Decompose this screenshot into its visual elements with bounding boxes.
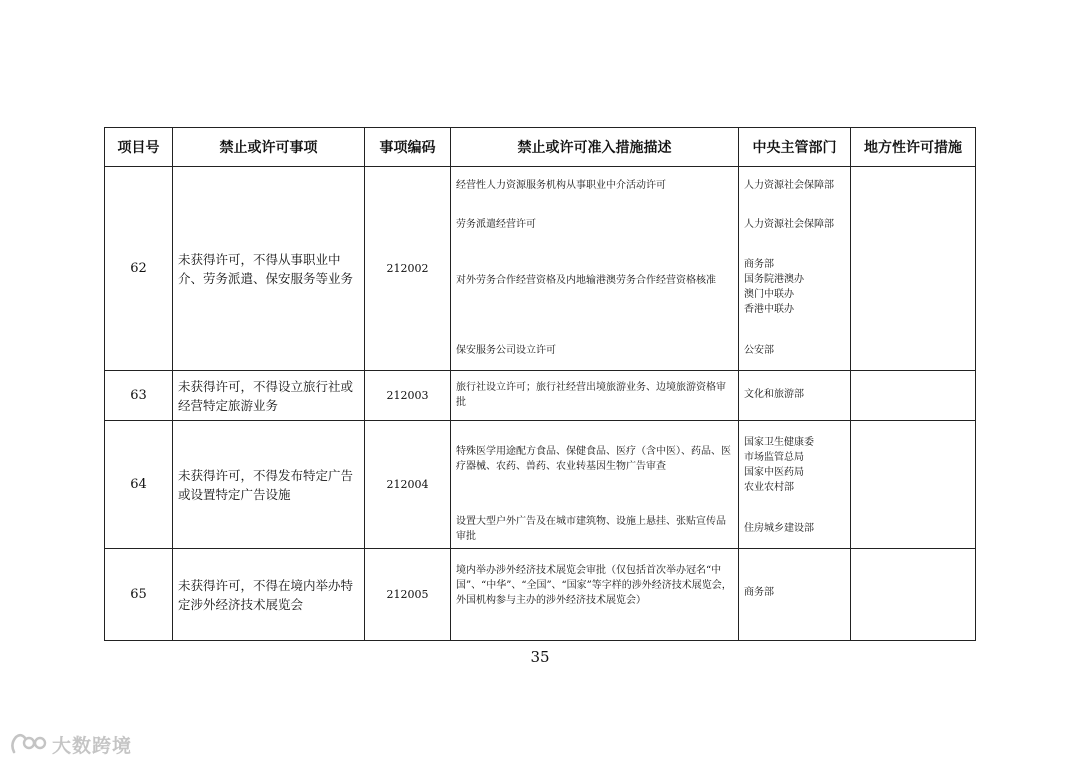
item-text: 未获得许可，不得从事职业中介、劳务派遣、保安服务等业务 — [173, 167, 365, 371]
item-number: 65 — [105, 549, 173, 641]
local-measures-cell — [851, 371, 976, 421]
license-table — [104, 127, 976, 641]
description-text: 对外劳务合作经营资格及内地输港澳劳务合作经营资格核准 — [456, 275, 716, 286]
description-text: 保安服务公司设立许可 — [456, 345, 556, 356]
watermark-text: 大数跨境 — [52, 734, 133, 757]
department-cell — [739, 549, 851, 641]
description-text: 特殊医学用途配方食品、保健食品、医疗（含中医）、药品、医疗器械、农药、兽药、农业转基因生物广告审查 — [456, 446, 731, 472]
page-number: 35 — [530, 648, 550, 666]
item-text: 未获得许可，不得设立旅行社或经营特定旅游业务 — [173, 371, 365, 421]
item-text: 未获得许可，不得在境内举办特定涉外经济技术展览会 — [173, 549, 365, 641]
table-row — [105, 371, 976, 421]
description-cell — [451, 549, 739, 641]
local-measures-cell — [851, 167, 976, 371]
item-number: 63 — [105, 371, 173, 421]
department-cell — [739, 167, 851, 371]
header-item-number: 项目号 — [105, 128, 173, 167]
header-central-dept: 中央主管部门 — [739, 128, 851, 167]
department-text: 住房城乡建设部 — [744, 523, 814, 534]
description-text: 设置大型户外广告及在城市建筑物、设施上悬挂、张贴宣传品审批 — [456, 516, 726, 542]
description-text: 劳务派遣经营许可 — [456, 219, 536, 230]
department-text: 人力资源社会保障部 — [744, 180, 834, 191]
item-code: 212002 — [365, 167, 451, 371]
watermark — [8, 727, 132, 761]
department-text: 人力资源社会保障部 — [744, 219, 834, 230]
description-text: 境内举办涉外经济技术展览会审批（仅包括首次举办冠名“中国”、“中华”、“全国”、“国家”等字样的涉外经济技术展览会，外国机构参与主办的涉外经济技术展览会） — [456, 565, 732, 606]
department-cell — [739, 421, 851, 549]
header-local-measures: 地方性许可措施 — [851, 128, 976, 167]
department-text: 公安部 — [744, 345, 774, 356]
header-item: 禁止或许可事项 — [173, 128, 365, 167]
logo-icon — [8, 732, 48, 756]
department-text: 国家卫生健康委 市场监管总局 国家中医药局 农业农村部 — [744, 437, 814, 493]
item-code: 212004 — [365, 421, 451, 549]
department-cell — [739, 371, 851, 421]
item-number: 62 — [105, 167, 173, 371]
department-text: 文化和旅游部 — [744, 389, 804, 400]
table-row — [105, 549, 976, 641]
item-code: 212005 — [365, 549, 451, 641]
header-code: 事项编码 — [365, 128, 451, 167]
table-header-row — [105, 128, 976, 167]
table-row — [105, 421, 976, 549]
description-text: 经营性人力资源服务机构从事职业中介活动许可 — [456, 180, 666, 191]
item-number: 64 — [105, 421, 173, 549]
description-cell — [451, 421, 739, 549]
description-cell — [451, 371, 739, 421]
header-description: 禁止或许可准入措施描述 — [451, 128, 739, 167]
table-row — [105, 167, 976, 371]
department-text: 商务部 国务院港澳办 澳门中联办 香港中联办 — [744, 259, 804, 315]
item-text: 未获得许可，不得发布特定广告或设置特定广告设施 — [173, 421, 365, 549]
item-code: 212003 — [365, 371, 451, 421]
local-measures-cell — [851, 549, 976, 641]
description-cell — [451, 167, 739, 371]
description-text: 旅行社设立许可；旅行社经营出境旅游业务、边境旅游资格审批 — [456, 382, 726, 408]
local-measures-cell — [851, 421, 976, 549]
department-text: 商务部 — [744, 587, 774, 598]
